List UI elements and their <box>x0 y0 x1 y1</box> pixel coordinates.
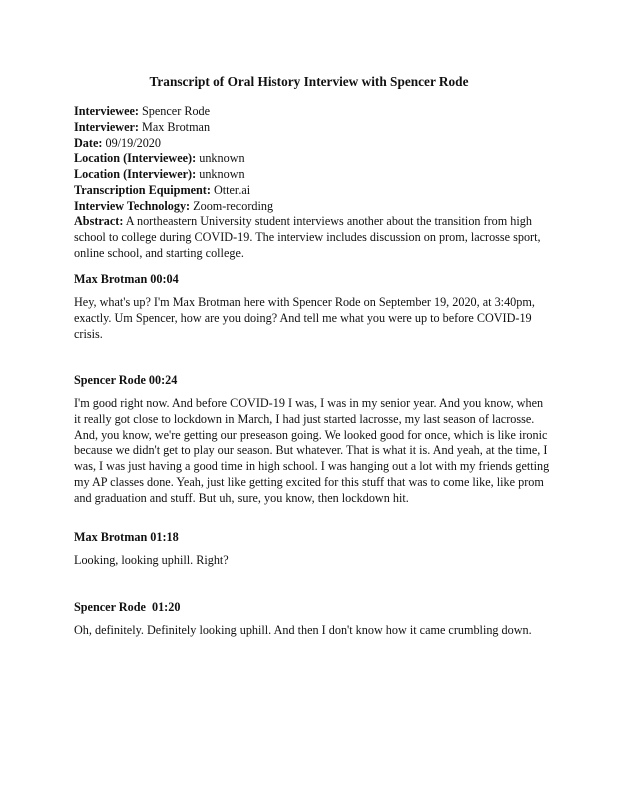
metadata-value: Max Brotman <box>142 119 211 134</box>
transcript-paragraph: Hey, what's up? I'm Max Brotman here with Spencer Rode on September 19, 2020, at 3:40pm, exactly. Um Spencer, how are you doing? And tell me what you were up to before COVID-19 crisis. <box>74 295 535 341</box>
metadata-label: Location (Interviewee): <box>74 151 197 166</box>
metadata-value: Otter.ai <box>213 182 251 197</box>
metadata-value: Zoom-recording <box>193 198 274 213</box>
metadata-value: unknown <box>199 151 245 166</box>
metadata-label: Date: <box>74 135 103 150</box>
interview-metadata <box>74 104 273 215</box>
speaker-label: Max Brotman 01:18 <box>74 530 179 544</box>
transcript-paragraph: Looking, looking uphill. Right? <box>74 553 229 567</box>
metadata-interview-technology <box>74 199 273 215</box>
abstract-paragraph <box>74 214 550 261</box>
abstract-text: A northeastern University student interviews another about the transition from high school to college during COVID-19. The interview includes discussion on prom, lacrosse sport, online school, and starting college. <box>74 214 541 260</box>
speaker-label: Max Brotman 00:04 <box>74 272 179 286</box>
abstract-label: Abstract: <box>74 214 124 228</box>
speaker-label: Spencer Rode 00:24 <box>74 373 178 387</box>
metadata-label: Interviewee: <box>74 104 139 118</box>
metadata-location-interviewee <box>74 151 273 167</box>
metadata-date <box>74 136 273 152</box>
metadata-label: Location (Interviewer): <box>74 167 197 182</box>
document-title: Transcript of Oral History Interview with Spencer Rode <box>149 74 469 89</box>
metadata-transcription-equipment <box>74 183 273 199</box>
metadata-value: Spencer Rode <box>142 104 211 118</box>
speaker-label: Spencer Rode 01:20 <box>74 600 181 614</box>
transcript-paragraph: Oh, definitely. Definitely looking uphill. And then I don't know how it came crumbling down. <box>74 623 532 637</box>
metadata-label: Interviewer: <box>74 119 139 134</box>
metadata-value: unknown <box>199 167 245 182</box>
metadata-interviewee <box>74 104 273 120</box>
metadata-value: 09/19/2020 <box>105 135 161 150</box>
metadata-label: Transcription Equipment: <box>74 182 211 197</box>
metadata-interviewer <box>74 120 273 136</box>
metadata-location-interviewer <box>74 167 273 183</box>
metadata-label: Interview Technology: <box>74 198 191 213</box>
transcript-paragraph: I'm good right now. And before COVID-19 I was, I was in my senior year. And you know, when it really got close to lockdown in March, I had just started lacrosse, my last season of lacrosse. And, you know, we're getting our preseason going. We looked good for once, which is like ironic because we didn't get to play our season. But whatever. That is what it is. And yeah, at the time, I was, I was just having a good time in high school. I was hanging out a lot with my friends getting my AP classes done. Yeah, just like getting excited for this stuff that was to come like, like prom and graduation and stuff. But uh, sure, you know, then lockdown hit. <box>74 396 550 505</box>
